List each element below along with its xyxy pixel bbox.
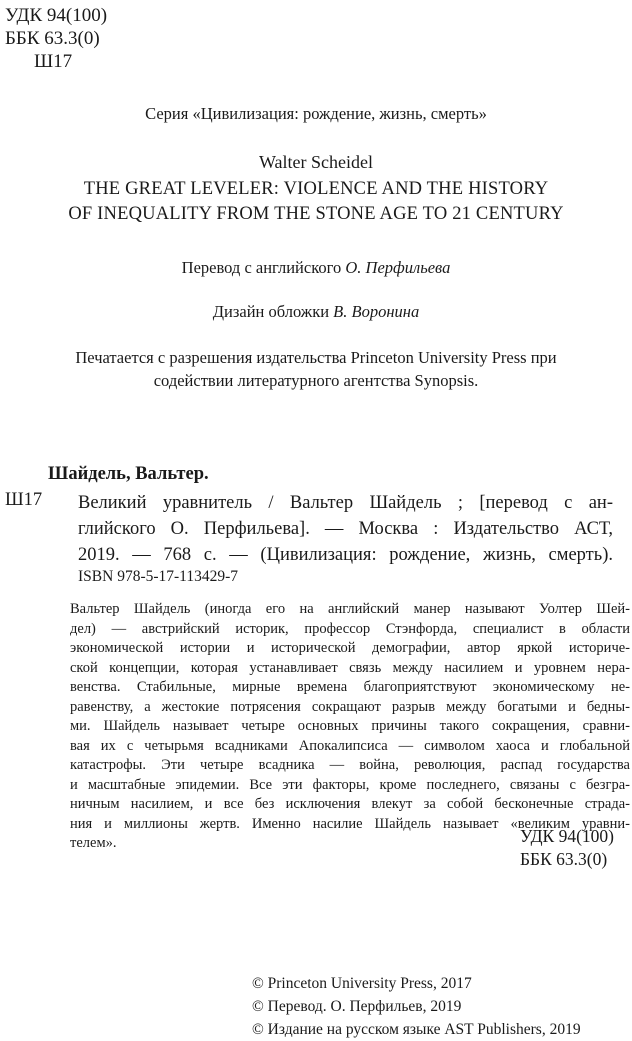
- bbk-code: ББК 63.3(0): [5, 28, 100, 49]
- cover-design-credit: [0, 302, 632, 322]
- annotation-line: телем».: [70, 835, 117, 851]
- original-title-line: OF INEQUALITY FROM THE STONE AGE TO 21 CENTURY: [68, 204, 564, 224]
- annotation-line: дел) — австрийский историк, профессор Стэнфорда, специалист в области: [70, 620, 630, 637]
- cover-designer-name: В. Воронина: [333, 302, 420, 321]
- annotation-line: и масштабные эпидемии. Все эти факторы, кроме последнего, связаны с безгра-: [70, 776, 630, 793]
- annotation-line: ской концепции, которая устанавливает связь между насилием и уровнем нера-: [70, 659, 630, 676]
- classification-codes-top: [5, 4, 107, 73]
- annotation-line: венства. Стабильные, мирные времена благоприятствуют экономическому не-: [70, 679, 630, 695]
- original-title: [0, 177, 632, 227]
- udk-code: УДК 94(100): [5, 5, 108, 26]
- translation-credit: [0, 258, 632, 278]
- annotation-line: ми. Шайдель называет четыре основных причины такого сокращения, сравни-: [70, 718, 630, 734]
- annotation: [70, 600, 630, 854]
- annotation-line: ничным насилием, и все без исключения влекут за собой бесконечные страда-: [70, 796, 630, 812]
- annotation-line: вая их с четырьмя всадниками Апокалипсиса — символом хаоса и глобальной: [70, 737, 630, 754]
- copyright-block: [252, 972, 581, 1041]
- udk-code: УДК 94(100): [520, 826, 615, 846]
- bbk-code: ББК 63.3(0): [520, 849, 608, 869]
- classification-codes-bottom: [520, 825, 614, 871]
- author-mark: Ш17: [34, 51, 73, 72]
- copyright-line: © Перевод. О. Перфильев, 2019: [252, 998, 462, 1015]
- annotation-line: ния и миллионы жертв. Именно насилие Шайдель называет «великим уравни-: [70, 815, 630, 832]
- translation-label: Перевод с английского: [181, 258, 342, 277]
- annotation-line: катастрофы. Эти четыре всадника — война, революция, распад государства: [70, 757, 630, 773]
- isbn: ISBN 978-5-17-113429-7: [78, 568, 239, 585]
- permission-line: Печатается с разрешения издательства Princeton University Press при: [75, 348, 557, 367]
- original-title-line: THE GREAT LEVELER: VIOLENCE AND THE HISTORY: [83, 179, 549, 199]
- copyright-line: © Princeton University Press, 2017: [252, 975, 472, 992]
- copyright-line: © Издание на русском языке AST Publishers, 2019: [252, 1021, 581, 1038]
- bibliographic-description: [78, 490, 613, 568]
- bibliographic-code: Ш17: [5, 490, 43, 510]
- annotation-line: равенству, а жестокие потрясения сокращают разрыв между богатыми и бедны-: [70, 698, 630, 715]
- bibliographic-author: Шайдель, Вальтер.: [48, 464, 209, 484]
- translator-name: О. Перфильева: [345, 258, 451, 277]
- original-author: Walter Scheidel: [258, 152, 373, 172]
- cover-design-label: Дизайн обложки: [212, 302, 330, 321]
- annotation-line: экономической истории и исторической демографии, автор яркой историче-: [70, 640, 630, 656]
- bibliographic-line: 2019. — 768 с. — (Цивилизация: рождение, жизнь, смерть).: [78, 545, 613, 565]
- annotation-line: Вальтер Шайдель (иногда его на английский манер называют Уолтер Шей-: [70, 601, 630, 617]
- bibliographic-line: Великий уравнитель / Вальтер Шайдель ; [перевод с ан-: [78, 493, 613, 513]
- series-line: Серия «Цивилизация: рождение, жизнь, смерть»: [145, 104, 487, 123]
- permission-notice: [0, 346, 632, 392]
- bibliographic-line: глийского О. Перфильева]. — Москва : Издательство АСТ,: [78, 519, 613, 539]
- permission-line: содействии литературного агентства Synopsis.: [153, 371, 479, 390]
